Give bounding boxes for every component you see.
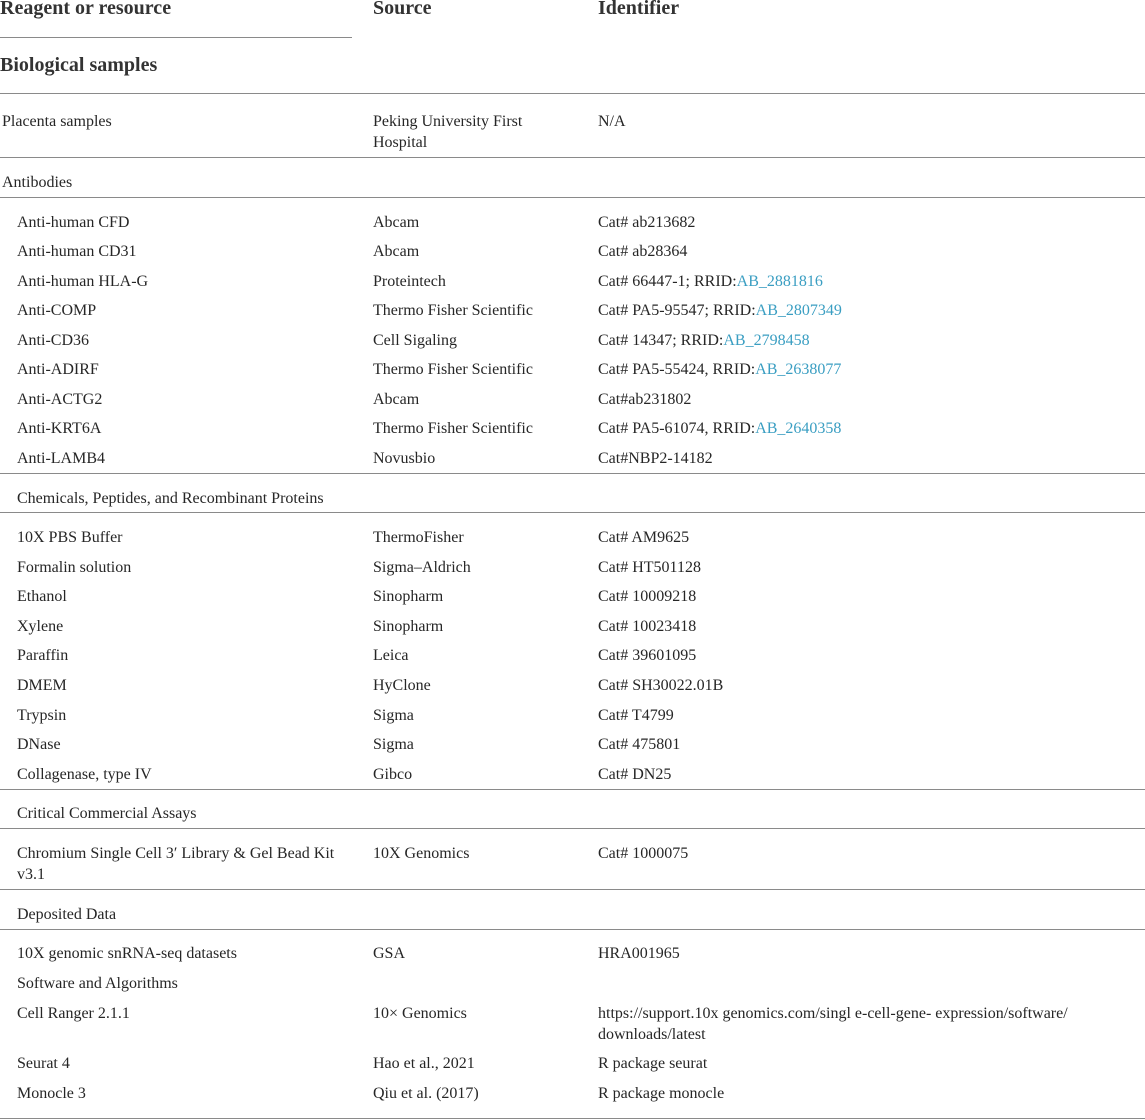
source-cell: 10X Genomics: [373, 845, 470, 862]
identifier-text: Cat# 475801: [598, 736, 681, 753]
reagent-cell: Anti-KRT6A: [17, 420, 102, 437]
row-divider: [0, 1118, 1145, 1119]
category-label: Antibodies: [2, 174, 73, 191]
row-divider: [0, 512, 1145, 513]
identifier-text: Cat# T4799: [598, 707, 674, 724]
identifier-cell: [598, 1053, 1138, 1074]
row-divider: [0, 197, 1145, 198]
identifier-cell: [598, 448, 1138, 469]
identifier-cell: [598, 675, 1138, 696]
reagent-cell: Software and Algorithms: [17, 975, 178, 992]
rrid-link[interactable]: AB_2798458: [723, 332, 810, 349]
reagent-cell: 10X PBS Buffer: [17, 529, 123, 546]
header-source: Source: [373, 0, 432, 19]
reagent-cell: 10X genomic snRNA-seq datasets: [17, 945, 237, 962]
section-divider: [0, 93, 1145, 94]
source-cell: Qiu et al. (2017): [373, 1085, 479, 1102]
source-cell: Sigma: [373, 736, 414, 753]
source-cell: Proteintech: [373, 273, 446, 290]
source-cell: 10× Genomics: [373, 1005, 467, 1022]
identifier-text: HRA001965: [598, 945, 680, 962]
section-title: Biological samples: [0, 54, 158, 76]
row-divider: [0, 828, 1145, 829]
source-cell: Gibco: [373, 766, 413, 783]
identifier-text: Cat# 10023418: [598, 618, 697, 635]
rrid-link[interactable]: AB_2640358: [755, 420, 842, 437]
reagent-cell: Anti-ACTG2: [17, 391, 103, 408]
row-divider: [0, 789, 1145, 790]
row-divider: [0, 929, 1145, 930]
identifier-cell: [598, 843, 1138, 864]
rrid-link[interactable]: AB_2807349: [755, 302, 842, 319]
identifier-text: Cat# 39601095: [598, 647, 697, 664]
identifier-cell: [598, 645, 1138, 666]
source-cell: Thermo Fisher Scientific: [373, 420, 533, 437]
identifier-cell: [598, 359, 1138, 380]
identifier-cell: [598, 705, 1138, 726]
identifier-text: R package monocle: [598, 1085, 725, 1102]
identifier-cell: [598, 1083, 1138, 1104]
category-label: Chemicals, Peptides, and Recombinant Proteins: [17, 490, 324, 507]
identifier-cell: [598, 111, 1138, 132]
identifier-text: R package seurat: [598, 1055, 708, 1072]
reagent-cell: Anti-human CFD: [17, 214, 130, 231]
source-cell: Abcam: [373, 243, 420, 260]
source-cell: Abcam: [373, 214, 420, 231]
reagent-cell: Collagenase, type IV: [17, 766, 152, 783]
source-cell: HyClone: [373, 677, 431, 694]
identifier-cell: [598, 300, 1138, 321]
header-divider: [0, 37, 352, 38]
identifier-cell: [598, 557, 1138, 578]
source-cell: Abcam: [373, 391, 420, 408]
identifier-text: Cat#ab231802: [598, 391, 692, 408]
identifier-cell: [598, 271, 1138, 292]
identifier-cell: [598, 764, 1138, 785]
source-cell: Sigma–Aldrich: [373, 559, 471, 576]
reagent-cell: Anti-COMP: [17, 302, 97, 319]
source-cell: Cell Sigaling: [373, 332, 457, 349]
reagent-cell: Placenta samples: [2, 113, 112, 130]
source-cell: Thermo Fisher Scientific: [373, 361, 533, 378]
identifier-text: Cat# PA5-55424, RRID:: [598, 361, 756, 378]
identifier-cell: [598, 389, 1138, 410]
source-cell: Thermo Fisher Scientific: [373, 302, 533, 319]
reagent-cell: Ethanol: [17, 588, 67, 605]
category-label: Critical Commercial Assays: [17, 805, 197, 822]
source-cell: Hao et al., 2021: [373, 1055, 475, 1072]
header-reagent: Reagent or resource: [0, 0, 172, 19]
reagent-cell: Anti-LAMB4: [17, 450, 105, 467]
identifier-cell: [598, 241, 1138, 262]
identifier-text: N/A: [598, 113, 626, 130]
reagent-cell: DNase: [17, 736, 61, 753]
identifier-text: Cat#NBP2-14182: [598, 450, 713, 467]
source-cell: Sigma: [373, 707, 414, 724]
reagent-cell: Trypsin: [17, 707, 67, 724]
identifier-text: Cat# 14347; RRID:: [598, 332, 724, 349]
rrid-link[interactable]: AB_2881816: [736, 273, 823, 290]
source-cell: Peking University First Hospital: [373, 113, 523, 151]
identifier-cell: [598, 418, 1138, 439]
reagent-cell: Anti-human HLA-G: [17, 273, 149, 290]
reagent-cell: Seurat 4: [17, 1055, 70, 1072]
identifier-cell: [598, 943, 1138, 964]
row-divider: [0, 473, 1145, 474]
source-cell: Sinopharm: [373, 588, 444, 605]
source-cell: Novusbio: [373, 450, 436, 467]
category-label: Deposited Data: [17, 906, 117, 923]
identifier-text: Cat# HT501128: [598, 559, 701, 576]
row-divider: [0, 889, 1145, 890]
row-divider: [0, 157, 1145, 158]
reagent-cell: DMEM: [17, 677, 67, 694]
reagent-cell: Paraffin: [17, 647, 69, 664]
identifier-cell: [598, 586, 1138, 607]
reagent-cell: Anti-human CD31: [17, 243, 137, 260]
source-cell: Leica: [373, 647, 409, 664]
identifier-cell: [598, 1003, 1138, 1045]
identifier-text: Cat# SH30022.01B: [598, 677, 724, 694]
reagent-cell: Monocle 3: [17, 1085, 86, 1102]
reagent-cell: Chromium Single Cell 3′ Library & Gel Bead Kit v3.1: [17, 845, 335, 883]
source-cell: GSA: [373, 945, 406, 962]
identifier-text: Cat# ab28364: [598, 243, 688, 260]
header-identifier: Identifier: [598, 0, 680, 19]
identifier-text: Cat# AM9625: [598, 529, 690, 546]
identifier-cell: [598, 527, 1138, 548]
rrid-link[interactable]: AB_2638077: [755, 361, 842, 378]
table-header: [0, 0, 1145, 38]
identifier-cell: [598, 616, 1138, 637]
reagent-cell: Anti-CD36: [17, 332, 89, 349]
reagent-cell: Formalin solution: [17, 559, 132, 576]
identifier-cell: [598, 212, 1138, 233]
identifier-text: Cat# 66447-1; RRID:: [598, 273, 737, 290]
reagent-cell: Anti-ADIRF: [17, 361, 99, 378]
identifier-cell: [598, 330, 1138, 351]
reagent-cell: Cell Ranger 2.1.1: [17, 1005, 130, 1022]
source-cell: ThermoFisher: [373, 529, 464, 546]
identifier-text: Cat# 1000075: [598, 845, 689, 862]
identifier-text: Cat# DN25: [598, 766, 672, 783]
identifier-text: Cat# 10009218: [598, 588, 697, 605]
identifier-text: https://support.10x genomics.com/singl e-cell-gene- expression/software/ downloads/latest: [598, 1005, 1068, 1043]
identifier-cell: [598, 734, 1138, 755]
identifier-text: Cat# PA5-95547; RRID:: [598, 302, 756, 319]
identifier-text: Cat# PA5-61074, RRID:: [598, 420, 756, 437]
identifier-text: Cat# ab213682: [598, 214, 696, 231]
reagent-cell: Xylene: [17, 618, 64, 635]
source-cell: Sinopharm: [373, 618, 444, 635]
